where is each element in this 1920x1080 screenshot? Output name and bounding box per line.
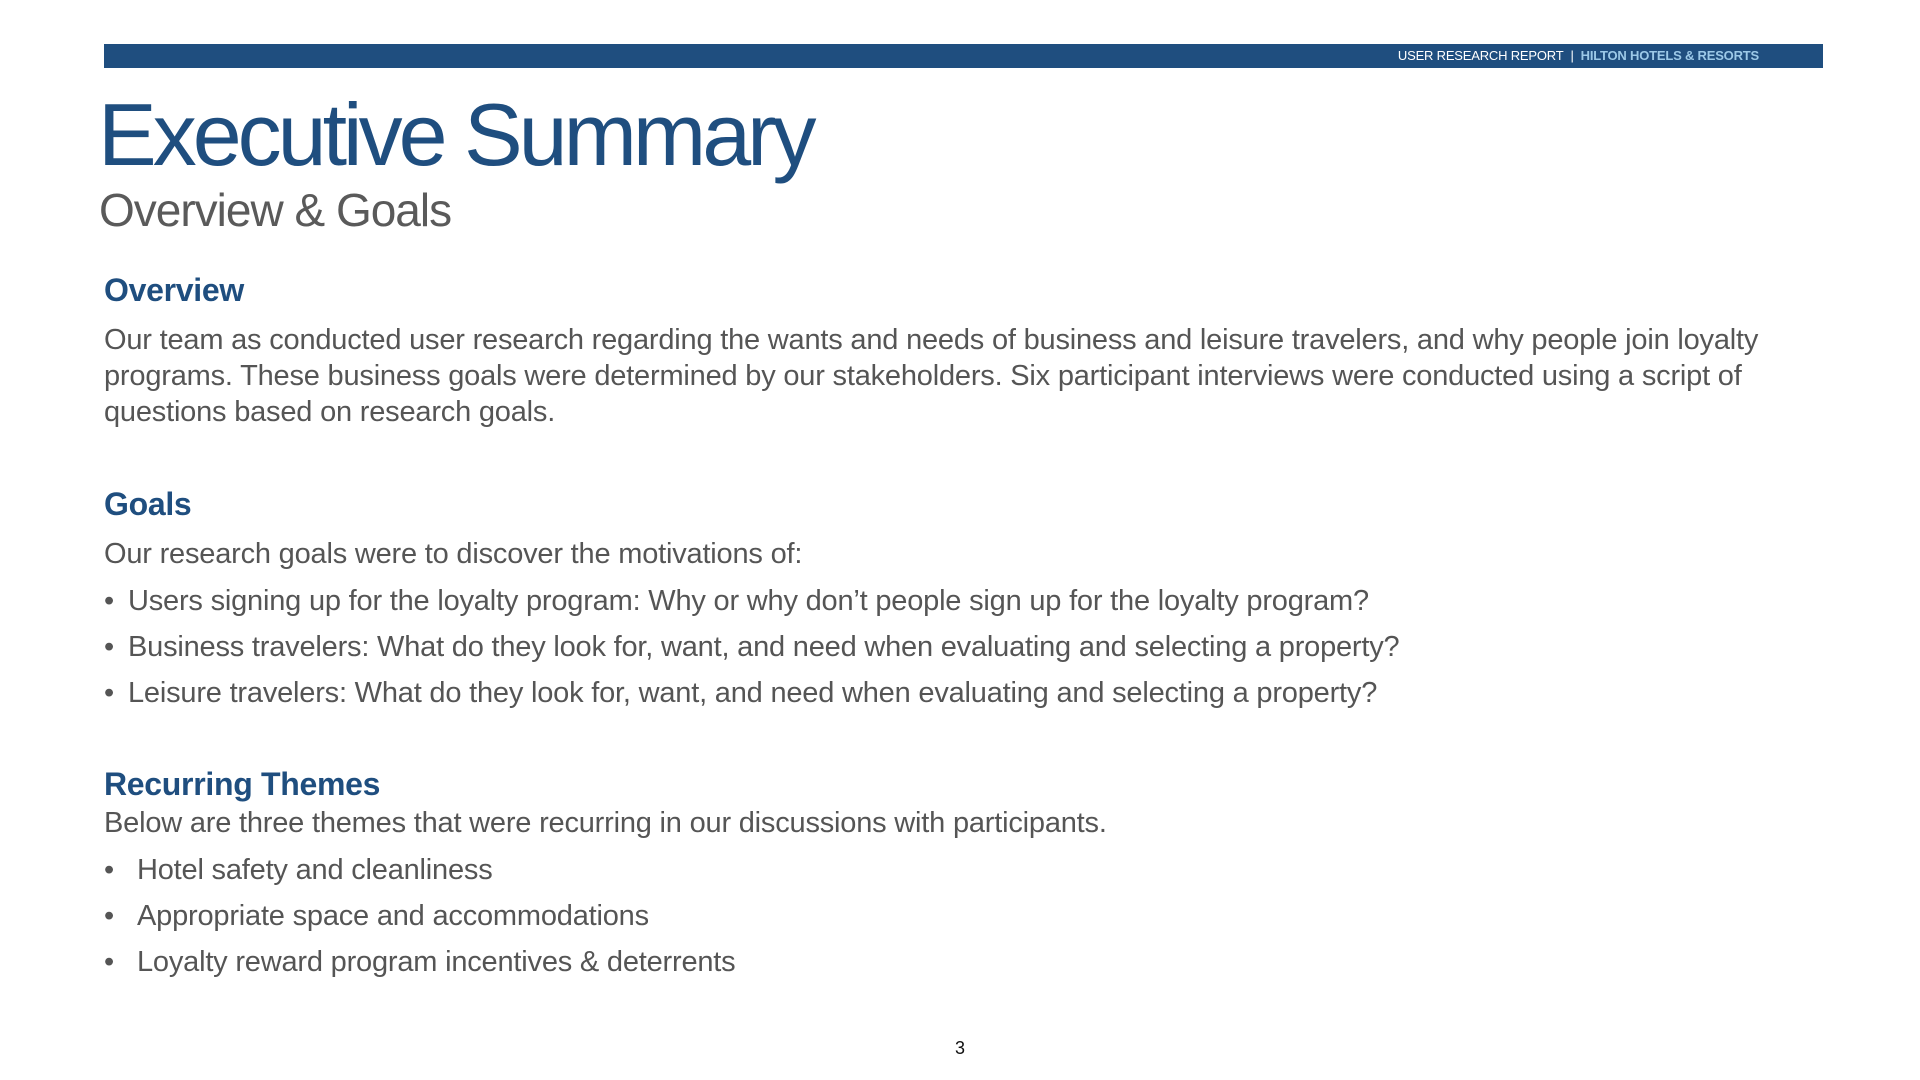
theme-item-text: Appropriate space and accommodations — [137, 900, 649, 932]
list-item — [104, 629, 1399, 675]
list-item — [104, 944, 735, 990]
theme-item-text: Hotel safety and cleanliness — [137, 854, 493, 886]
bullet-icon: • — [104, 631, 114, 663]
goal-item-text: Business travelers: What do they look for, want, and need when evaluating and selecting a property? — [128, 631, 1400, 663]
report-label: USER RESEARCH REPORT — [1397, 48, 1564, 63]
header-bar — [104, 44, 1823, 68]
overview-heading: Overview — [104, 272, 244, 308]
page-number: 3 — [954, 1038, 965, 1058]
goals-heading: Goals — [104, 486, 192, 522]
page-subtitle: Overview & Goals — [99, 184, 452, 236]
page-title: Executive Summary — [98, 85, 813, 184]
list-item — [104, 852, 735, 898]
goals-intro: Our research goals were to discover the motivations of: — [104, 538, 803, 570]
goals-list — [104, 583, 1399, 721]
themes-list — [104, 852, 735, 990]
bullet-icon: • — [104, 900, 114, 932]
bullet-icon: • — [104, 677, 114, 709]
list-item — [104, 898, 735, 944]
bullet-icon: • — [104, 946, 114, 978]
goal-item-text: Leisure travelers: What do they look for, want, and need when evaluating and selecting a property? — [128, 677, 1378, 709]
theme-item-text: Loyalty reward program incentives & deterrents — [137, 946, 736, 978]
themes-intro: Below are three themes that were recurring in our discussions with participants. — [104, 807, 1107, 839]
overview-paragraph: Our team as conducted user research regarding the wants and needs of business and leisure travelers, and why people join loyalty programs. These business goals were determined by our stakeholders. Six participant interviews were conducted using a script of questions based on research goals. — [104, 324, 1759, 428]
list-item — [104, 583, 1399, 629]
bullet-icon: • — [104, 854, 114, 886]
goal-item-text: Users signing up for the loyalty program: Why or why don’t people sign up for the loyalty program? — [128, 585, 1369, 617]
header-separator: | — [1570, 48, 1574, 63]
header-text — [1398, 44, 1759, 68]
bullet-icon: • — [104, 585, 114, 617]
list-item — [104, 675, 1399, 721]
brand-name: HILTON HOTELS & RESORTS — [1580, 48, 1759, 63]
themes-heading: Recurring Themes — [104, 766, 381, 802]
